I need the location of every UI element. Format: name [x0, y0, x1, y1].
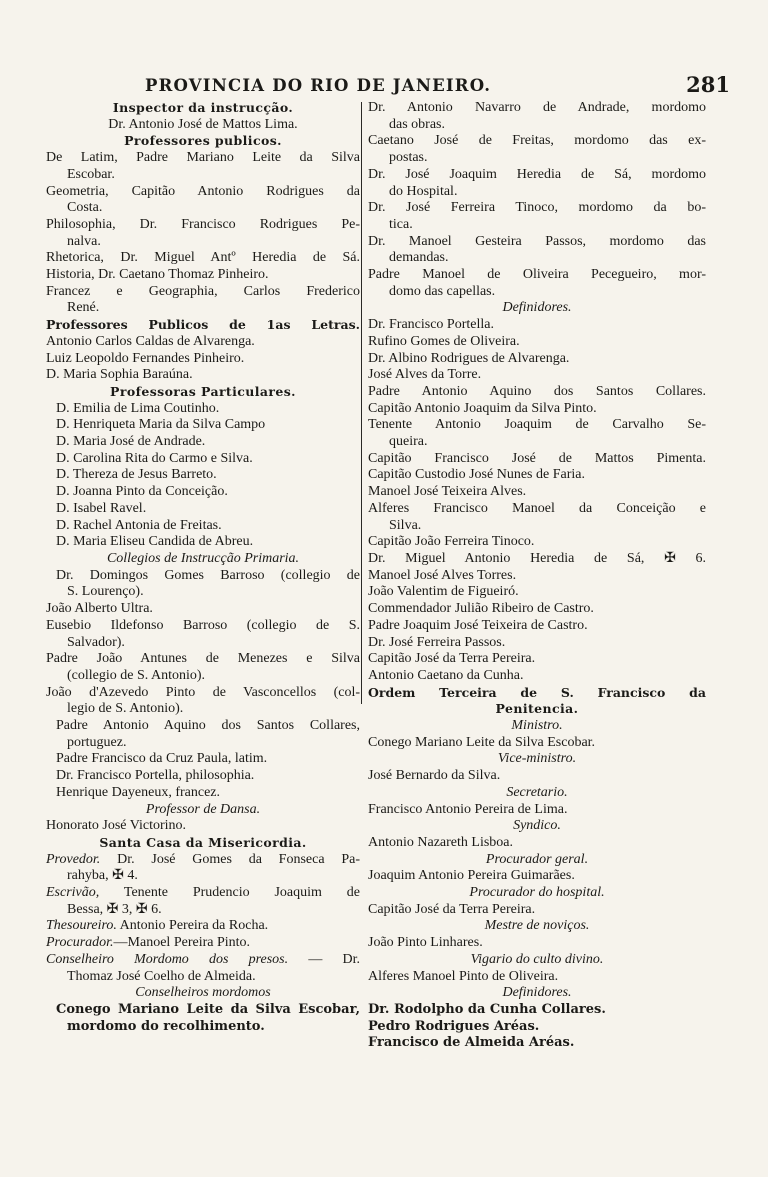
entry: Padre Antonio Aquino dos Santos Collares. [368, 383, 706, 399]
entry: Pedro Rodrigues Aréas. [368, 1018, 540, 1034]
entry: Padre João Antunes de Menezes e Silva [46, 651, 360, 667]
entry: Dr. Domingos Gomes Barroso (collegio de [56, 567, 360, 583]
role-holder: — Dr. [288, 951, 360, 967]
entry-continuation: René. [67, 300, 100, 316]
entry: Dr. Manoel Gesteira Passos, mordomo das [368, 233, 706, 249]
role-label: Thesoureiro. [46, 918, 117, 934]
page-header [40, 72, 730, 102]
subheading: Syndico. [513, 818, 561, 834]
entry: Manoel José Alves Torres. [368, 567, 517, 583]
entry: Rhetorica, Dr. Miguel Antº Heredia de Sá. [46, 250, 360, 266]
entry-continuation: Silva. [389, 517, 422, 533]
entry: Dr. Antonio José de Mattos Lima. [108, 116, 298, 132]
entry: Philosophia, Dr. Francisco Rodrigues Pe- [46, 216, 360, 232]
entry: Antonio Carlos Caldas de Alvarenga. [46, 333, 255, 349]
entry: João Valentim de Figueiró. [368, 584, 519, 600]
entry-continuation: legio de S. Antonio). [67, 701, 184, 717]
entry-continuation: postas. [389, 150, 428, 166]
entry: Honorato José Victorino. [46, 818, 187, 834]
entry: Manoel José Teixeira Alves. [368, 484, 527, 500]
role-label: Procurador. [46, 935, 114, 951]
entry: Joaquim Antonio Pereira Guimarães. [368, 868, 575, 884]
entry: Conego Mariano Leite da Silva Escobar. [368, 734, 596, 750]
running-title: PROVINCIA DO RIO DE JANEIRO. [145, 76, 492, 95]
entry: Rufino Gomes de Oliveira. [368, 333, 520, 349]
section-heading: Professor de Dansa. [145, 801, 261, 817]
entry-continuation: S. Lourenço). [67, 584, 144, 600]
role-holder: —Manoel Pereira Pinto. [113, 935, 251, 951]
subheading: Procurador geral. [485, 851, 589, 867]
entry-continuation: Salvador). [67, 634, 125, 650]
entry: Padre Manoel de Oliveira Pecegueiro, mor- [368, 267, 706, 283]
entry [46, 885, 360, 902]
page-number: 281 [686, 72, 730, 97]
entry: Padre Francisco da Cruz Paula, latim. [56, 751, 268, 767]
entry: D. Maria Eliseu Candida de Abreu. [56, 534, 254, 550]
entry-continuation: queira. [389, 434, 428, 450]
entry-continuation: rahyba, ✠ 4. [67, 868, 138, 884]
entry: Capitão Custodio José Nunes de Faria. [368, 467, 585, 483]
entry: Francez e Geographia, Carlos Frederico [46, 283, 360, 299]
entry [46, 952, 360, 969]
section-heading: Conselheiros mordomos [135, 985, 271, 1001]
entry: Caetano José de Freitas, mordomo das ex- [368, 133, 706, 149]
entry: D. Henriqueta Maria da Silva Campo [56, 417, 266, 433]
entry: Padre Antonio Aquino dos Santos Collares, [56, 718, 360, 734]
entry: Dr. Francisco Portella. [368, 317, 494, 333]
left-column [46, 100, 360, 1035]
entry: D. Thereza de Jesus Barreto. [56, 467, 217, 483]
entry-continuation: do Hospital. [389, 183, 458, 199]
right-column [368, 100, 706, 1052]
subheading: Procurador do hospital. [469, 885, 605, 901]
entry: Dr. José Ferreira Tinoco, mordomo da bo- [368, 200, 706, 216]
section-heading: Collegios de Instrucção Primaria. [106, 550, 300, 566]
entry: Antonio Nazareth Lisboa. [368, 834, 514, 850]
entry: D. Joanna Pinto da Conceição. [56, 484, 228, 500]
entry: Francisco de Almeida Aréas. [368, 1035, 575, 1051]
entry: José Bernardo da Silva. [368, 768, 501, 784]
entry-continuation: domo das capellas. [389, 283, 496, 299]
entry: D. Isabel Ravel. [56, 500, 147, 516]
entry: Conego Mariano Leite da Silva Escobar, [56, 1001, 360, 1017]
entry-continuation: das obras. [389, 116, 445, 132]
entry-continuation: portuguez. [67, 734, 127, 750]
entry: Geometria, Capitão Antonio Rodrigues da [46, 183, 360, 199]
entry: Capitão Francisco José de Mattos Pimenta. [368, 450, 706, 466]
entry: D. Carolina Rita do Carmo e Silva. [56, 450, 253, 466]
section-heading: Professoras Particulares. [110, 383, 296, 399]
entry: Alferes Manoel Pinto de Oliveira. [368, 968, 559, 984]
entry: Henrique Dayeneux, francez. [56, 784, 221, 800]
entry: De Latim, Padre Mariano Leite da Silva [46, 150, 360, 166]
entry: D. Rachel Antonia de Freitas. [56, 517, 222, 533]
role-label: Conselheiro Mordomo dos presos. [46, 951, 289, 967]
entry: Dr. Albino Rodrigues de Alvarenga. [368, 350, 570, 366]
role-holder: Tenente Prudencio Joaquim de [99, 885, 360, 901]
subheading: Definidores. [502, 985, 572, 1001]
section-heading-continuation: Penitencia. [495, 701, 579, 717]
role-holder: Dr. José Gomes da Fonseca Pa- [100, 851, 360, 867]
entry: Dr. José Ferreira Passos. [368, 634, 506, 650]
entry: Capitão João Ferreira Tinoco. [368, 534, 535, 550]
section-heading: Ordem Terceira de S. Francisco da [368, 684, 706, 700]
section-heading: Definidores. [502, 300, 572, 316]
role-label: Escrivão, [46, 885, 100, 901]
entry: Alferes Francisco Manoel da Conceição e [368, 500, 706, 516]
entry: Capitão Antonio Joaquim da Silva Pinto. [368, 400, 597, 416]
entry-continuation: Costa. [67, 200, 103, 216]
entry: Dr. Rodolpho da Cunha Collares. [368, 1001, 606, 1017]
section-heading: Professores Publicos de 1as Letras. [46, 317, 360, 333]
entry-continuation: Bessa, ✠ 3, ✠ 6. [67, 901, 162, 917]
entry-continuation: (collegio de S. Antonio). [67, 667, 206, 683]
entry: João Pinto Linhares. [368, 935, 483, 951]
entry: Commendador Julião Ribeiro de Castro. [368, 601, 594, 617]
entry: Dr. José Joaquim Heredia de Sá, mordomo [368, 166, 706, 182]
entry: Antonio Caetano da Cunha. [368, 667, 524, 683]
role-holder: Antonio Pereira da Rocha. [116, 918, 269, 934]
entry-continuation: nalva. [67, 233, 101, 249]
section-heading: Inspector da instrucção. [112, 100, 294, 115]
entry-continuation: Escobar. [67, 166, 115, 182]
entry: Dr. Antonio Navarro de Andrade, mordomo [368, 100, 706, 115]
subheading: Secretario. [506, 784, 568, 800]
subheading: Vigario do culto divino. [470, 951, 604, 967]
entry: Dr. Francisco Portella, philosophia. [56, 768, 255, 784]
section-heading: Professores publicos. [124, 133, 282, 149]
entry: Tenente Antonio Joaquim de Carvalho Se- [368, 417, 706, 433]
entry-continuation: mordomo do recolhimento. [67, 1018, 265, 1034]
entry: Luiz Leopoldo Fernandes Pinheiro. [46, 350, 245, 366]
subheading: Vice-ministro. [497, 751, 577, 767]
column-divider [361, 102, 362, 704]
entry: D. Emilia de Lima Coutinho. [56, 400, 220, 416]
entry-continuation: Thomaz José Coelho de Almeida. [67, 968, 256, 984]
entry: D. Maria José de Andrade. [56, 434, 206, 450]
entry: Dr. Miguel Antonio Heredia de Sá, ✠ 6. [368, 550, 706, 566]
entry: Historia, Dr. Caetano Thomaz Pinheiro. [46, 267, 269, 283]
entry: Capitão José da Terra Pereira. [368, 901, 536, 917]
entry-continuation: tica. [389, 216, 413, 232]
entry: Eusebio Ildefonso Barroso (collegio de S. [46, 617, 360, 633]
entry: Padre Joaquim José Teixeira de Castro. [368, 617, 588, 633]
entry: D. Maria Sophia Baraúna. [46, 367, 193, 383]
entry: João d'Azevedo Pinto de Vasconcellos (col- [46, 684, 360, 700]
entry [46, 935, 360, 952]
subheading: Mestre de noviços. [484, 918, 590, 934]
entry [46, 852, 360, 869]
entry: João Alberto Ultra. [46, 601, 153, 617]
entry [46, 918, 360, 935]
entry-continuation: demandas. [389, 250, 449, 266]
section-heading: Santa Casa da Misericordia. [99, 834, 307, 850]
entry: José Alves da Torre. [368, 367, 482, 383]
subheading: Ministro. [511, 718, 563, 734]
entry: Francisco Antonio Pereira de Lima. [368, 801, 568, 817]
entry: Capitão José da Terra Pereira. [368, 651, 536, 667]
role-label: Provedor. [46, 851, 101, 867]
